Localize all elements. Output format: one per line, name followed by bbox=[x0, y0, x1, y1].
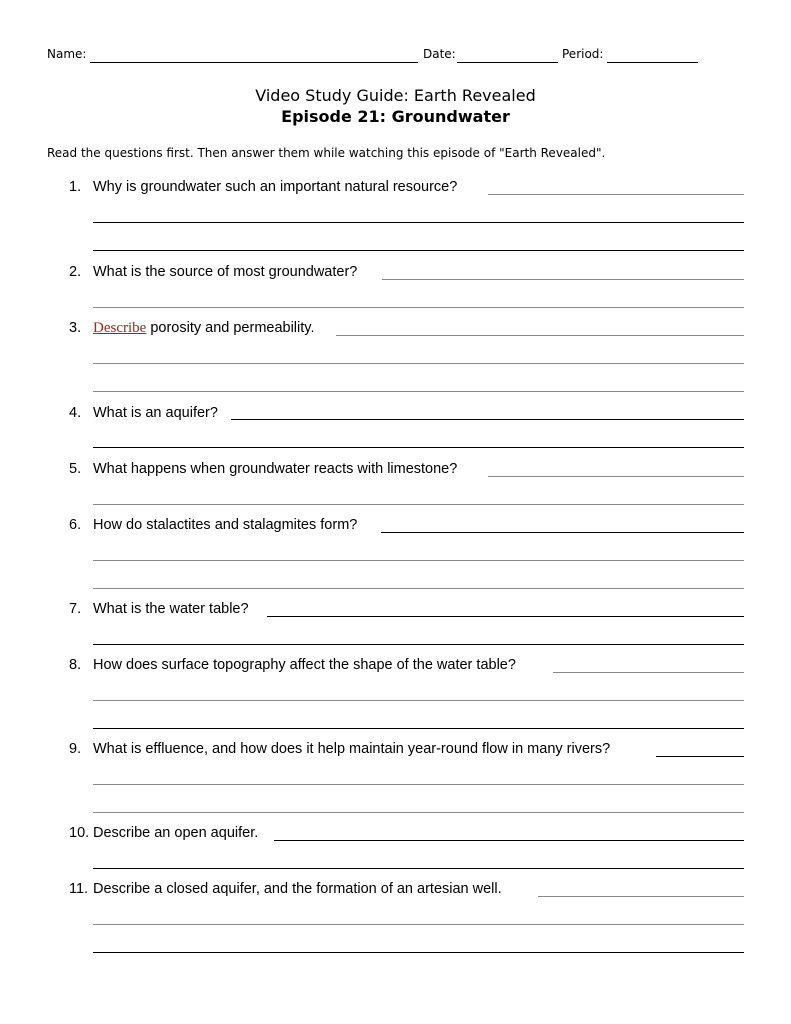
date-field-line[interactable] bbox=[457, 62, 558, 63]
question-text-rest: porosity and permeability. bbox=[146, 320, 315, 336]
answer-line[interactable] bbox=[381, 532, 744, 533]
question-number: 7. bbox=[69, 601, 82, 617]
question-text: How do stalactites and stalagmites form? bbox=[93, 517, 358, 533]
question-number: 10. bbox=[69, 825, 90, 841]
answer-line[interactable] bbox=[382, 279, 744, 280]
question-text: Why is groundwater such an important natural resource? bbox=[93, 179, 458, 195]
answer-line[interactable] bbox=[93, 250, 744, 251]
answer-line[interactable] bbox=[267, 616, 744, 617]
question-number: 8. bbox=[69, 657, 82, 673]
answer-line[interactable] bbox=[274, 840, 744, 841]
question-text: Describe a closed aquifer, and the formation of an artesian well. bbox=[93, 881, 502, 897]
answer-line[interactable] bbox=[93, 560, 744, 561]
answer-line[interactable] bbox=[93, 952, 744, 953]
date-label: Date: bbox=[423, 47, 456, 61]
answer-line[interactable] bbox=[93, 924, 744, 925]
name-field-line[interactable] bbox=[90, 62, 418, 63]
question-text bbox=[93, 320, 315, 337]
answer-line[interactable] bbox=[93, 868, 744, 869]
period-field-line[interactable] bbox=[607, 62, 698, 63]
question-text: What is an aquifer? bbox=[93, 405, 218, 421]
answer-line[interactable] bbox=[336, 335, 744, 336]
guide-title: Video Study Guide: Earth Revealed bbox=[255, 86, 536, 105]
question-text: What is the source of most groundwater? bbox=[93, 264, 358, 280]
answer-line[interactable] bbox=[93, 391, 744, 392]
question-text: What happens when groundwater reacts with limestone? bbox=[93, 461, 458, 477]
answer-line[interactable] bbox=[93, 363, 744, 364]
answer-line[interactable] bbox=[488, 194, 744, 195]
question-text: Describe an open aquifer. bbox=[93, 825, 259, 841]
question-text: How does surface topography affect the shape of the water table? bbox=[93, 657, 516, 673]
answer-line[interactable] bbox=[93, 588, 744, 589]
answer-line[interactable] bbox=[656, 756, 744, 757]
question-text: What is the water table? bbox=[93, 601, 249, 617]
answer-line[interactable] bbox=[93, 644, 744, 645]
answer-line[interactable] bbox=[93, 222, 744, 223]
question-number: 1. bbox=[69, 179, 82, 195]
name-label: Name: bbox=[47, 47, 87, 61]
answer-line[interactable] bbox=[93, 307, 744, 308]
answer-line[interactable] bbox=[231, 419, 744, 420]
answer-line[interactable] bbox=[93, 700, 744, 701]
describe-link[interactable]: Describe bbox=[93, 320, 147, 336]
question-number: 11. bbox=[69, 881, 89, 897]
question-number: 3. bbox=[69, 320, 82, 336]
answer-line[interactable] bbox=[93, 784, 744, 785]
question-number: 4. bbox=[69, 405, 82, 421]
period-label: Period: bbox=[562, 47, 604, 61]
question-number: 2. bbox=[69, 264, 82, 280]
answer-line[interactable] bbox=[538, 896, 744, 897]
question-number: 9. bbox=[69, 741, 82, 757]
question-number: 6. bbox=[69, 517, 82, 533]
answer-line[interactable] bbox=[93, 812, 744, 813]
question-text: What is effluence, and how does it help maintain year-round flow in many rivers? bbox=[93, 741, 611, 757]
answer-line[interactable] bbox=[93, 447, 744, 448]
answer-line[interactable] bbox=[93, 504, 744, 505]
episode-title: Episode 21: Groundwater bbox=[281, 107, 510, 126]
answer-line[interactable] bbox=[488, 476, 744, 477]
instructions-text: Read the questions first. Then answer them while watching this episode of "Earth Revealed". bbox=[47, 146, 606, 160]
question-number: 5. bbox=[69, 461, 82, 477]
answer-line[interactable] bbox=[553, 672, 744, 673]
answer-line[interactable] bbox=[93, 728, 744, 729]
